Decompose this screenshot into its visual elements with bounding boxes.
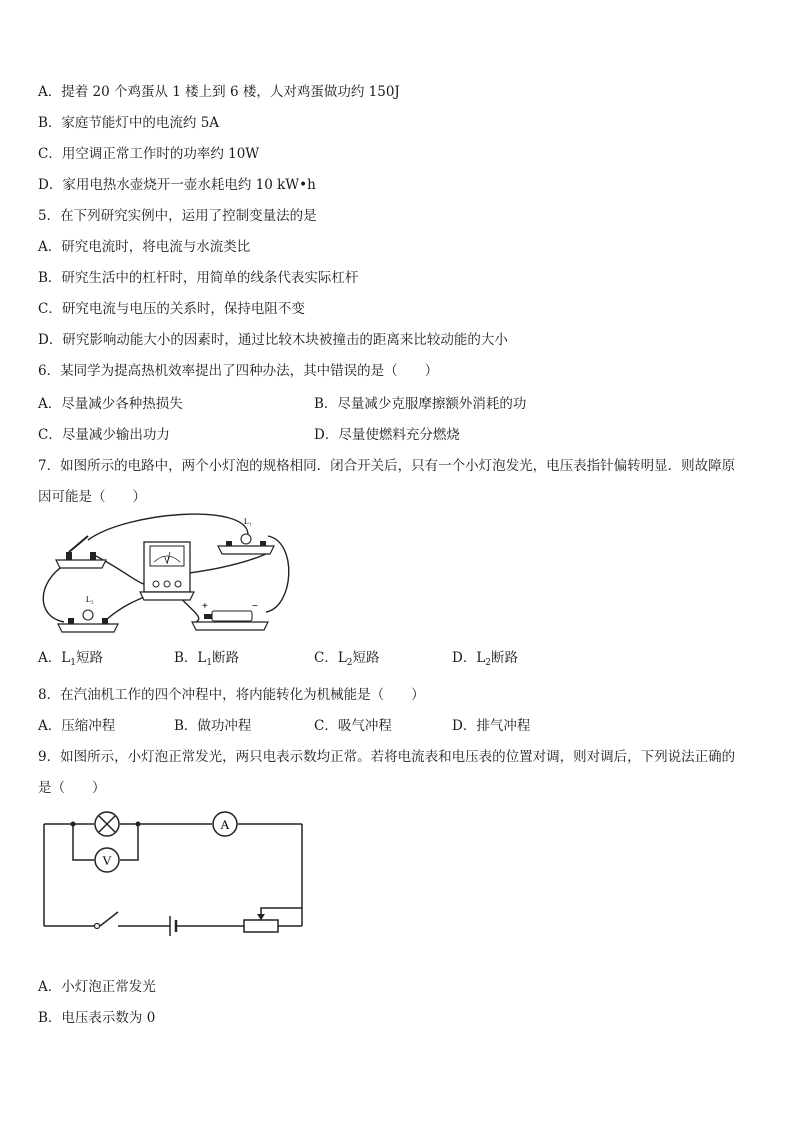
voltmeter-icon — [140, 542, 194, 600]
q7-option-b: B．$L_1$断路 — [174, 650, 240, 668]
q5-option-c: C．研究电流与电压的关系时，保持电阻不变 — [38, 301, 305, 317]
lamp-l2-label: L₂ — [86, 595, 94, 604]
ammeter-icon — [213, 812, 237, 836]
q7-option-a: A．$L_1$短路 — [38, 650, 103, 668]
q4-option-a: A．提着 20 个鸡蛋从 1 楼上到 6 楼，人对鸡蛋做功约 150J — [38, 84, 400, 100]
q5-option-b: B．研究生活中的杠杆时，用简单的线条代表实际杠杆 — [38, 270, 359, 286]
rheostat-icon — [244, 920, 278, 932]
q5-stem: 5．在下列研究实例中，运用了控制变量法的是 — [38, 208, 317, 224]
q7-stem-line2: 因可能是（ ） — [38, 489, 146, 505]
q8-stem: 8．在汽油机工作的四个冲程中，将内能转化为机械能是（ ） — [38, 687, 425, 703]
q8-option-b: B．做功冲程 — [174, 718, 252, 734]
voltmeter-icon — [95, 848, 119, 872]
q6-option-b: B．尽量减少克服摩擦额外消耗的功 — [314, 396, 527, 412]
q8-option-a: A．压缩冲程 — [38, 718, 116, 734]
switch-icon — [56, 536, 106, 568]
lamp-icon — [95, 812, 119, 836]
q7-stem-line1: 7．如图所示的电路中，两个小灯泡的规格相同．闭合开关后，只有一个小灯泡发光，电压表指针偏转明显．则故障原 — [38, 458, 736, 474]
voltmeter-label: V — [102, 853, 112, 868]
q4-option-d: D．家用电热水壶烧开一壶水耗电约 10 kW•h — [38, 177, 316, 193]
q6-option-c: C．尽量减少输出功力 — [38, 427, 170, 443]
q9-option-b: B．电压表示数为 0 — [38, 1010, 156, 1026]
q9-stem-line2: 是（ ） — [38, 780, 106, 796]
q7-option-d: D．$L_2$断路 — [452, 650, 519, 668]
ammeter-label: A — [220, 817, 230, 832]
q8-option-d: D．排气冲程 — [452, 718, 531, 734]
q5-option-a: A．研究电流时，将电流与水流类比 — [38, 239, 251, 255]
lamp-l1-icon — [218, 517, 274, 554]
q7-circuit-figure — [36, 512, 296, 637]
voltmeter-label: V — [164, 556, 170, 565]
q6-stem: 6．某同学为提高热机效率提出了四种办法，其中错误的是（ ） — [38, 363, 439, 379]
q9-circuit-figure — [40, 808, 310, 938]
q5-option-d: D．研究影响动能大小的因素时，通过比较木块被撞击的距离来比较动能的大小 — [38, 332, 508, 348]
battery-plus-label: + — [202, 601, 208, 612]
q8-option-c: C．吸气冲程 — [314, 718, 392, 734]
q6-option-d: D．尽量使燃料充分燃烧 — [314, 427, 460, 443]
battery-icon — [192, 601, 268, 630]
q9-stem-line1: 9．如图所示，小灯泡正常发光，两只电表示数均正常。若将电流表和电压表的位置对调，则对调后，下列说法正确的 — [38, 749, 736, 765]
q4-option-b: B．家庭节能灯中的电流约 5A — [38, 115, 220, 131]
lamp-l1-label: L₁ — [244, 517, 252, 526]
lamp-l2-icon — [58, 595, 118, 632]
q7-option-c: C．$L_2$短路 — [314, 650, 380, 668]
q9-option-a: A．小灯泡正常发光 — [38, 979, 156, 995]
battery-minus-label: − — [252, 601, 258, 612]
q6-option-a: A．尽量减少各种热损失 — [38, 396, 183, 412]
q4-option-c: C．用空调正常工作时的功率约 10W — [38, 146, 260, 162]
